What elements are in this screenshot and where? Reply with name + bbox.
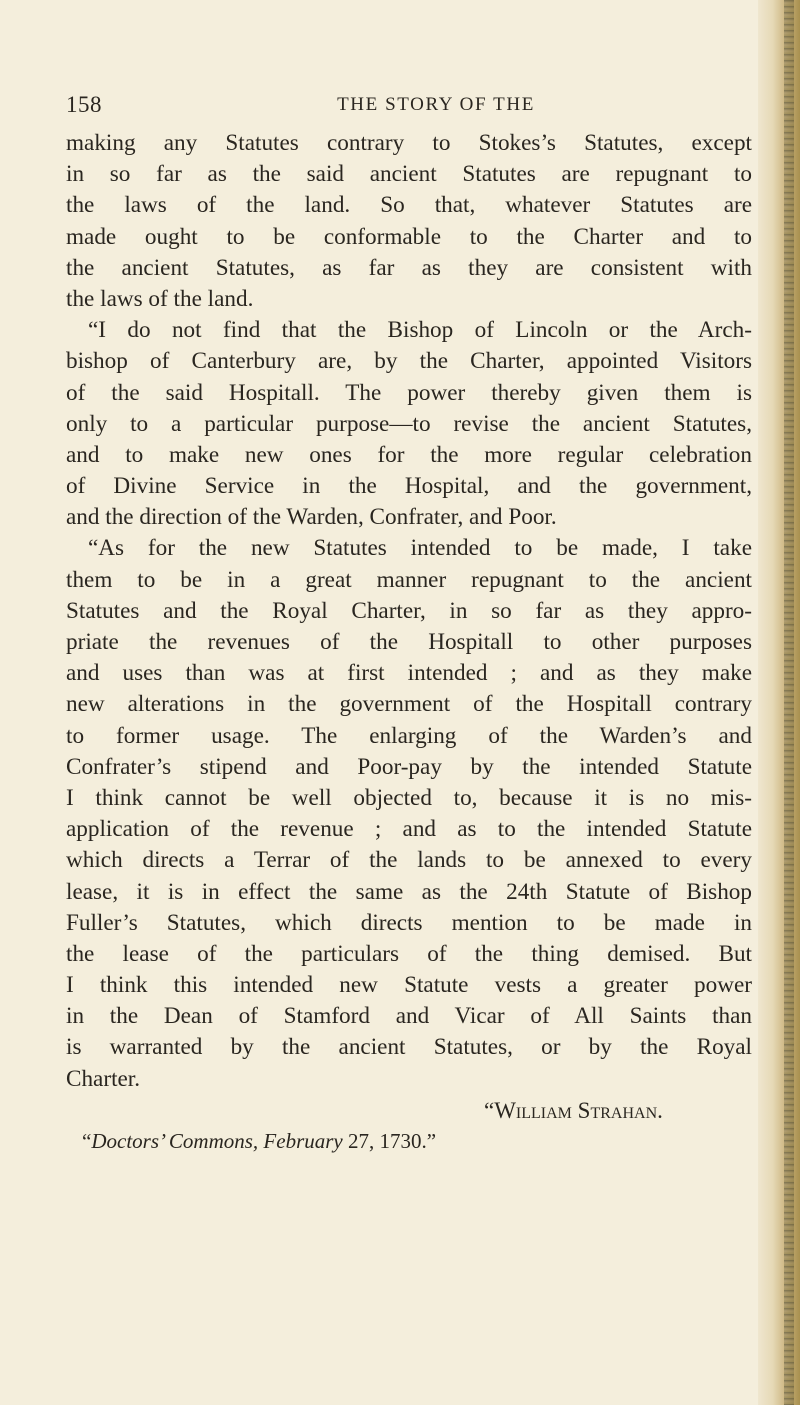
text-line: Fuller’s Statutes, which directs mention to be made in bbox=[66, 909, 752, 936]
text-line: only to a particular purpose—to revise the ancient Statutes, bbox=[66, 410, 752, 437]
text-line: in so far as the said ancient Statutes are repugnant to bbox=[66, 161, 752, 188]
text-line: is warranted by the ancient Statutes, or by the Royal bbox=[66, 1034, 752, 1061]
text-line: of the said Hospitall. The power thereby given them is bbox=[66, 379, 752, 406]
dateline-date: 27, 1730.” bbox=[342, 1129, 437, 1153]
text-line: I think this intended new Statute vests a greater power bbox=[66, 972, 752, 999]
text-line: to former usage. The enlarging of the Warden’s and bbox=[66, 722, 752, 749]
text-line: made ought to be conformable to the Charter and to bbox=[66, 223, 752, 250]
dateline-place: Doctors’ Commons, February bbox=[91, 1129, 343, 1153]
text-line: them to be in a great manner repugnant to the ancient bbox=[66, 566, 752, 593]
running-head: THE STORY OF THE bbox=[337, 94, 535, 115]
text-line: of Divine Service in the Hospital, and the government, bbox=[66, 473, 752, 500]
text-line: “I do not find that the Bishop of Lincoln or the Arch- bbox=[88, 317, 752, 344]
text-line: new alterations in the government of the Hospitall contrary bbox=[66, 691, 752, 718]
text-line: making any Statutes contrary to Stokes’s Statutes, except bbox=[66, 130, 752, 156]
text-line: bishop of Canterbury are, by the Charter, appointed Visitors bbox=[66, 348, 752, 375]
text-line: application of the revenue ; and as to the intended Statute bbox=[66, 816, 752, 843]
signature-quote: “ bbox=[484, 1097, 495, 1123]
text-line: and to make new ones for the more regular celebration bbox=[66, 441, 752, 468]
dateline-quote: “ bbox=[82, 1129, 92, 1153]
page-number: 158 bbox=[66, 92, 102, 117]
text-line: in the Dean of Stamford and Vicar of All Saints than bbox=[66, 1003, 752, 1030]
text-line: and uses than was at first intended ; and as they make bbox=[66, 660, 752, 687]
text-line: the lease of the particulars of the thing demised. But bbox=[66, 940, 752, 967]
text-line: the ancient Statutes, as far as they are consistent with bbox=[66, 254, 752, 281]
text-line: the laws of the land. bbox=[66, 285, 254, 312]
signature-line bbox=[66, 1095, 752, 1126]
text-line: which directs a Terrar of the lands to be annexed to every bbox=[66, 847, 752, 874]
text-line: priate the revenues of the Hospitall to other purposes bbox=[66, 629, 752, 655]
page-header bbox=[66, 86, 756, 122]
body-text bbox=[66, 128, 752, 1157]
text-line: Statutes and the Royal Charter, in so far as they appro- bbox=[66, 597, 752, 624]
page-edge-shadow bbox=[758, 0, 800, 1405]
text-line: and the direction of the Warden, Confrater, and Poor. bbox=[66, 504, 557, 531]
text-line: lease, it is in effect the same as the 24th Statute of Bishop bbox=[66, 878, 752, 905]
signature-name: William Strahan. bbox=[494, 1097, 663, 1123]
text-line: I think cannot be well objected to, because it is no mis- bbox=[66, 784, 752, 811]
text-line: Confrater’s stipend and Poor-pay by the intended Statute bbox=[66, 753, 752, 780]
text-line: Charter. bbox=[66, 1065, 141, 1092]
dateline bbox=[66, 1126, 752, 1157]
text-line: the laws of the land. So that, whatever Statutes are bbox=[66, 192, 752, 219]
paragraph-lines bbox=[66, 128, 752, 1095]
text-line: “As for the new Statutes intended to be made, I take bbox=[88, 535, 752, 562]
